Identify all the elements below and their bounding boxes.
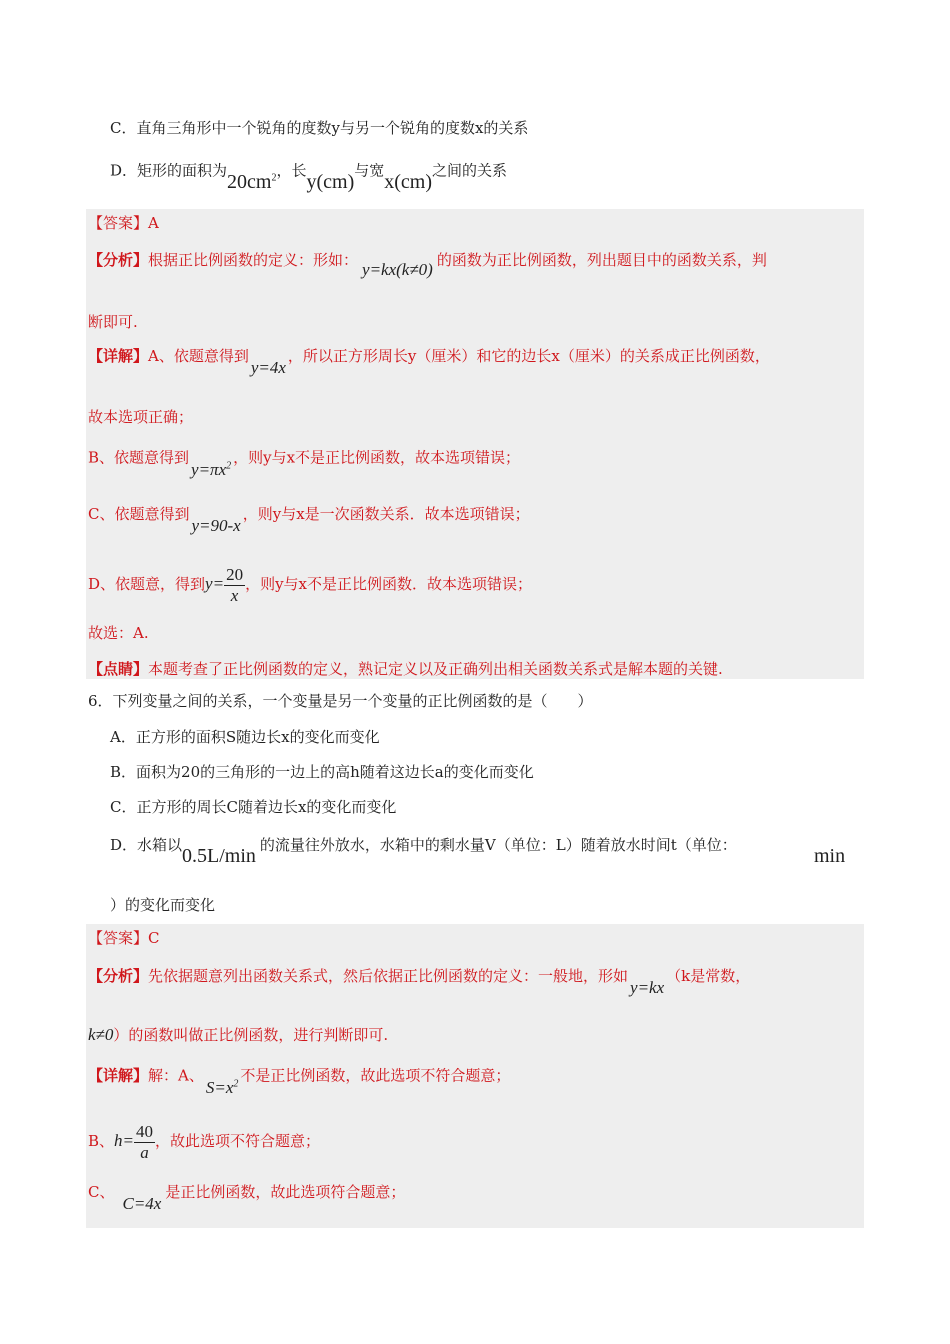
q5-analysis: 【分析】根据正比例函数的定义：形如： y=kx(k≠0) 的函数为正比例函数，列出题目中的函数关系，判 xyxy=(88,251,767,279)
q5-detail-b: B、依题意得到$y=\pi x^2$ ，则y与x不是正比例函数，故本选项错误； xyxy=(88,448,521,479)
q5-option-d: D．矩形的面积为$20cm^2$，长y(cm)与宽x(cm)之间的关系 xyxy=(110,161,508,193)
q6-option-b: B．面积为20的三角形的一边上的高h随着这边长a的变化而变化 xyxy=(110,763,534,781)
q6-option-d-cont: ）的变化而变化 xyxy=(110,896,216,914)
q6-analysis-cont: k≠0）的函数叫做正比例函数，进行判断即可. xyxy=(88,1025,389,1044)
q5-comment: 【点睛】本题考查了正比例函数的定义，熟记定义以及正确列出相关函数关系式是解本题的关键. xyxy=(88,660,723,678)
q6-answer: 【答案】C xyxy=(88,929,160,947)
q5-option-c: C．直角三角形中一个锐角的度数y与另一个锐角的度数x的关系 xyxy=(110,119,529,137)
q5-analysis-cont: 断即可. xyxy=(88,313,138,331)
q5-detail-c: C、依题意得到y=90-x，则y与x是一次函数关系．故本选项错误； xyxy=(88,505,530,535)
q5-detail-d: D、依题意，得到y= $\frac{20}{x}$ ，则y与x不是正比例函数．故本选项错误； xyxy=(88,564,532,605)
q5-detail-a-cont: 故本选项正确； xyxy=(88,408,194,426)
q6-detail-b: B、h= $\frac{40}{a}$ ，故此选项不符合题意； xyxy=(88,1121,321,1162)
q6-option-a: A．正方形的面积S随边长x的变化而变化 xyxy=(110,728,380,746)
q5-choose: 故选：A. xyxy=(88,624,149,642)
q6-detail-a: 【详解】解：A、$S=x^2$ 不是正比例函数，故此选项不符合题意； xyxy=(88,1066,511,1097)
q6-stem: 6．下列变量之间的关系，一个变量是另一个变量的正比例函数的是（ ） xyxy=(88,692,593,710)
q6-analysis: 【分析】先依据题意列出函数关系式，然后依据正比例函数的定义：一般地，形如y=kx（k是常数， xyxy=(88,967,751,997)
q5-detail-a: 【详解】A、依题意得到y=4x，所以正方形周长y（厘米）和它的边长x（厘米）的关系成正比例函数， xyxy=(88,347,770,377)
q6-option-c: C．正方形的周长C随着边长x的变化而变化 xyxy=(110,798,397,816)
q6-option-d: D．水箱以0.5L/min 的流量往外放水，水箱中的剩水量V（单位：L）随着放水时间t（单位： xyxy=(110,836,737,867)
q6-option-d-unit: min xyxy=(814,845,846,867)
q6-detail-c: C、C=4x是正比例函数，故此选项符合题意； xyxy=(88,1183,406,1213)
q5-answer: 【答案】A xyxy=(88,214,159,232)
